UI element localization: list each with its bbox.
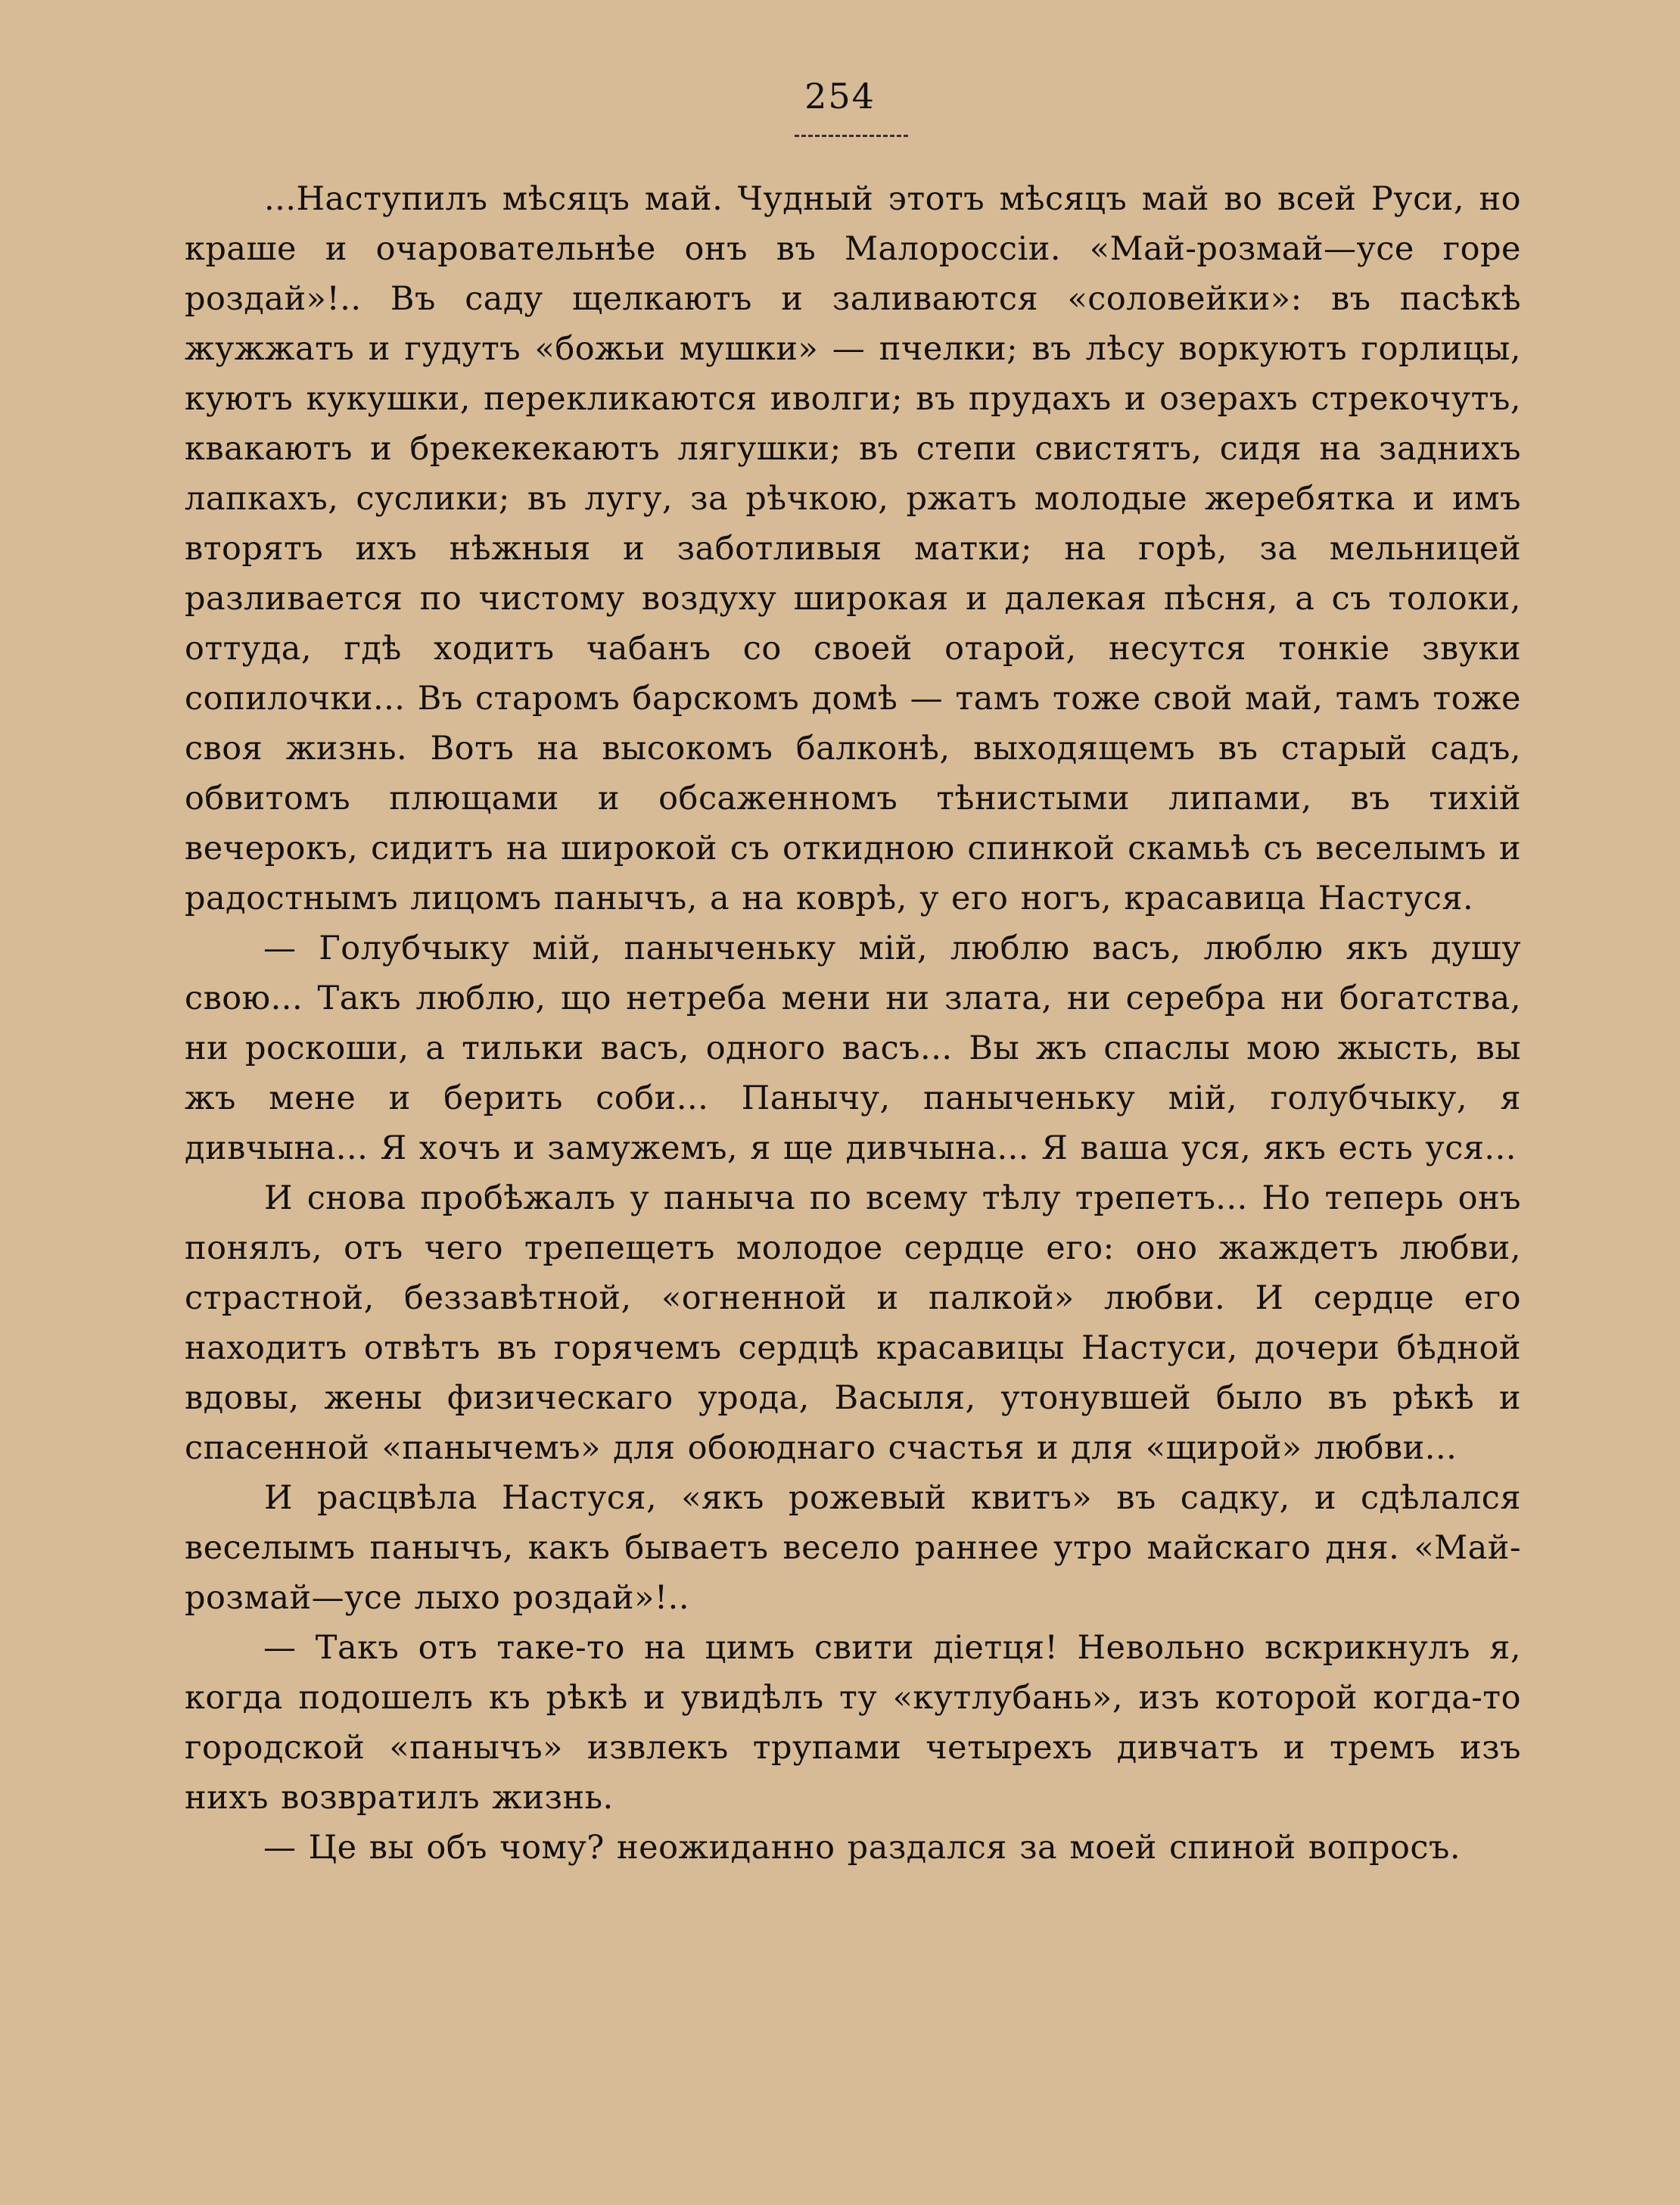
page-number: 254 (804, 76, 876, 117)
header-divider (795, 135, 908, 137)
paragraph-question: — Це вы объ чому? неожиданно раздался за моей спиной вопросъ. (263, 1829, 1461, 1867)
paragraph-exclamation: — Такъ отъ таке-то на цимъ свити діетця! Невольно вскрикнулъ я, когда подошелъ къ рѣкѣ и увидѣлъ ту «кутлубань», изъ которой когда-то городской «панычъ» извлекъ трупами четырехъ дивчатъ и тремъ изъ нихъ возвратилъ жизнь. (185, 1629, 1521, 1817)
paragraph-trembling: И снова пробѣжалъ у паныча по всему тѣлу трепетъ... Но теперь онъ понялъ, отъ чего трепещетъ молодое сердце его: оно жаждетъ любви, страстной, беззавѣтной, «огненной и палкой» любви. И сердце его находитъ отвѣтъ въ горячемъ сердцѣ красавицы Настуси, дочери бѣдной вдовы, жены физическаго урода, Васыля, утонувшей было въ рѣкѣ и спасенной «панычемъ» для обоюднаго счастья и для «щирой» любви... (185, 1179, 1521, 1467)
paragraph-nastusya-speech: — Голубчыку мій, паныченьку мій, люблю васъ, люблю якъ душу свою... Такъ люблю, що нетреба мени ни злата, ни серебра ни богатства, ни роскоши, а тильки васъ, одного васъ... Вы жъ спаслы мою жысть, вы жъ мене и берить соби... Панычу, паныченьку мій, голубчыку, я дивчына... Я хочъ и замужемъ, я ще дивчына... Я ваша уся, якъ есть уся... (185, 930, 1521, 1167)
paragraph-blossomed: И расцвѣла Настуся, «якъ рожевый квитъ» въ садку, и сдѣлался веселымъ панычъ, какъ бываетъ весело раннее утро майскаго дня. «Май-розмай—усе лыхо роздай»!.. (185, 1479, 1521, 1617)
paragraph-may-night: ...Наступилъ мѣсяцъ май. Чудный этотъ мѣсяцъ май во всей Руси, но краше и очаровательнѣе онъ въ Малороссіи. «Май-розмай—усе горе роздай»!.. Въ саду щелкаютъ и заливаются «соловейки»: въ пасѣкѣ жужжатъ и гудутъ «божьи мушки» — пчелки; въ лѣсу воркуютъ горлицы, куютъ кукушки, перекликаются иволги; въ прудахъ и озерахъ стрекочутъ, квакаютъ и брекекекаютъ лягушки; въ степи свистятъ, сидя на заднихъ лапкахъ, суслики; въ лугу, за рѣчкою, ржатъ молодые жеребятка и имъ вторятъ ихъ нѣжныя и заботливыя матки; на горѣ, за мельницей разливается по чистому воздуху широкая и далекая пѣсня, а съ толоки, оттуда, гдѣ ходитъ чабанъ со своей отарой, несутся тонкіе звуки сопилочки... Въ старомъ барскомъ домѣ — тамъ тоже свой май, тамъ тоже своя жизнь. Вотъ на высокомъ балконѣ, выходящемъ въ старый садъ, обвитомъ плющами и обсаженномъ тѣнистыми липами, въ тихій вечерокъ, сидитъ на широкой съ откидною спинкой скамьѣ съ веселымъ и радостнымъ лицомъ панычъ, а на коврѣ, у его ногъ, красавица Настуся. (185, 180, 1521, 917)
body-text (185, 174, 1521, 1873)
